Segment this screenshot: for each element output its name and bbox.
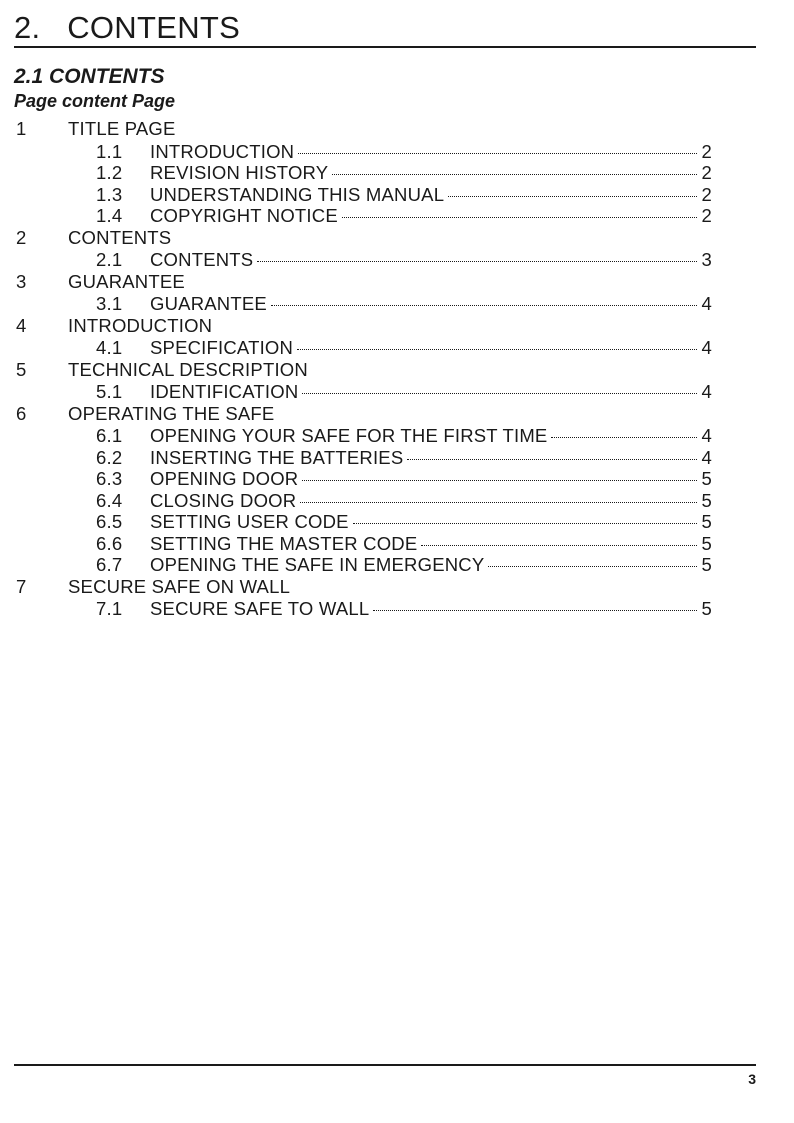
dot-leader <box>302 480 697 481</box>
toc-entry-number: 1.1 <box>96 140 123 162</box>
toc-chapter-title: INTRODUCTION <box>68 314 213 336</box>
toc-chapter-title: TITLE PAGE <box>68 118 176 139</box>
toc-entry <box>16 490 712 512</box>
dot-leader <box>298 153 697 154</box>
toc-chapter <box>16 576 712 599</box>
dot-leader <box>421 545 697 546</box>
toc-entry-number: 6.4 <box>96 489 123 511</box>
toc-entry <box>16 337 712 359</box>
dot-leader <box>257 261 697 262</box>
toc-entry-page: 4 <box>701 337 712 358</box>
page-number: 3 <box>748 1071 756 1087</box>
dot-leader <box>353 523 697 524</box>
toc-entry <box>16 249 712 271</box>
dot-leader <box>448 196 697 197</box>
toc-entry <box>16 511 712 533</box>
toc-entry-page: 5 <box>701 489 712 511</box>
toc-entry <box>16 425 712 447</box>
dot-leader <box>373 610 697 611</box>
toc-entry-line <box>150 554 712 575</box>
toc-entry-line <box>150 468 712 489</box>
toc-chapter-number: 2 <box>16 226 27 248</box>
toc-entry-line <box>150 598 712 619</box>
toc-entry-title: OPENING DOOR <box>150 468 299 489</box>
toc-entry-line <box>150 425 712 446</box>
dot-leader <box>271 305 697 306</box>
toc-entry-page: 4 <box>701 446 712 468</box>
toc-entry-page: 2 <box>701 140 712 162</box>
toc-chapter-title: TECHNICAL DESCRIPTION <box>68 358 308 380</box>
toc-entry-title: OPENING YOUR SAFE FOR THE FIRST TIME <box>150 425 548 446</box>
toc-entry-number: 6.6 <box>96 532 123 554</box>
toc-chapter <box>16 271 712 294</box>
toc-entry-page: 4 <box>701 293 712 314</box>
toc-entry-page: 3 <box>701 249 712 270</box>
toc-entry-number: 2.1 <box>96 249 123 270</box>
toc-entry-title: SETTING USER CODE <box>150 511 349 532</box>
dot-leader <box>300 502 697 503</box>
dot-leader <box>332 174 697 175</box>
toc-entry-number: 6.7 <box>96 554 123 575</box>
toc-entry-page: 5 <box>701 511 712 532</box>
toc-entry-title: COPYRIGHT NOTICE <box>150 205 338 226</box>
toc-chapter <box>16 118 712 141</box>
toc-entry-line <box>150 141 712 162</box>
toc-entry-line <box>150 533 712 554</box>
toc-entry <box>16 554 712 576</box>
toc-chapter <box>16 315 712 338</box>
toc-entry <box>16 141 712 163</box>
toc-entry-line <box>150 511 712 532</box>
toc-chapter-title: SECURE SAFE ON WALL <box>68 575 291 597</box>
toc-chapter-title: CONTENTS <box>68 226 172 248</box>
toc-entry-line <box>150 490 712 511</box>
toc-entry-number: 6.2 <box>96 446 123 468</box>
toc-entry <box>16 184 712 206</box>
toc-entry-number: 4.1 <box>96 337 123 358</box>
toc-entry-number: 3.1 <box>96 293 123 314</box>
toc-entry-number: 6.3 <box>96 468 123 489</box>
toc-entry <box>16 468 712 490</box>
toc-entry-title: CLOSING DOOR <box>150 489 297 511</box>
toc-entry <box>16 533 712 555</box>
toc-entry-line <box>150 337 712 358</box>
toc-entry <box>16 381 712 403</box>
dot-leader <box>488 566 697 567</box>
toc-entry-page: 4 <box>701 381 712 402</box>
toc-entry-number: 6.5 <box>96 511 123 532</box>
toc-entry <box>16 598 712 620</box>
toc-entry <box>16 205 712 227</box>
toc-chapter-title: OPERATING THE SAFE <box>68 402 275 424</box>
toc-entry-number: 1.3 <box>96 183 123 205</box>
toc-entry-title: REVISION HISTORY <box>150 162 329 183</box>
toc-entry-line <box>150 381 712 402</box>
toc-chapter-number: 1 <box>16 118 27 139</box>
toc-entry-title: UNDERSTANDING THIS MANUAL <box>150 183 445 205</box>
toc-entry-number: 5.1 <box>96 381 123 402</box>
toc-chapter-number: 5 <box>16 358 27 380</box>
toc-chapter-number: 7 <box>16 575 27 597</box>
toc-entry-title: INTRODUCTION <box>150 140 295 162</box>
footer-rule <box>14 1064 756 1066</box>
toc-entry-page: 5 <box>701 532 712 554</box>
toc-entry-title: GUARANTEE <box>150 293 267 314</box>
dot-leader <box>407 459 697 460</box>
toc-entry-page: 2 <box>701 162 712 183</box>
toc-entry-title: IDENTIFICATION <box>150 381 299 402</box>
toc-entry-title: SECURE SAFE TO WALL <box>150 598 370 619</box>
toc-entry-line <box>150 293 712 314</box>
table-of-contents <box>16 118 712 620</box>
toc-entry-page: 2 <box>701 183 712 205</box>
toc-entry-number: 7.1 <box>96 598 123 619</box>
toc-entry-line <box>150 447 712 468</box>
toc-entry-number: 1.2 <box>96 162 123 183</box>
toc-entry-page: 5 <box>701 468 712 489</box>
toc-entry-title: CONTENTS <box>150 249 254 270</box>
toc-entry-title: OPENING THE SAFE IN EMERGENCY <box>150 554 485 575</box>
toc-entry-page: 2 <box>701 205 712 226</box>
toc-chapter-number: 4 <box>16 314 27 336</box>
toc-entry-title: SETTING THE MASTER CODE <box>150 532 418 554</box>
dot-leader <box>302 393 697 394</box>
page-header <box>14 8 756 48</box>
column-heading: Page content Page <box>14 91 176 111</box>
toc-entry-page: 4 <box>701 425 712 446</box>
toc-chapter <box>16 227 712 250</box>
chapter-title: 2. CONTENTS <box>14 10 241 45</box>
toc-entry-number: 6.1 <box>96 425 123 446</box>
toc-entry-page: 5 <box>701 598 712 619</box>
toc-chapter-number: 3 <box>16 270 27 292</box>
toc-entry <box>16 162 712 184</box>
toc-entry-line <box>150 162 712 183</box>
toc-entry-line <box>150 249 712 270</box>
dot-leader <box>342 217 697 218</box>
toc-entry-line <box>150 184 712 205</box>
dot-leader <box>551 437 697 438</box>
toc-entry-title: SPECIFICATION <box>150 337 294 358</box>
toc-entry <box>16 293 712 315</box>
toc-chapter <box>16 359 712 382</box>
toc-chapter-title: GUARANTEE <box>68 270 185 292</box>
toc-entry <box>16 447 712 469</box>
toc-entry-line <box>150 205 712 226</box>
dot-leader <box>297 349 697 350</box>
toc-chapter <box>16 403 712 426</box>
toc-entry-page: 5 <box>701 554 712 575</box>
toc-entry-title: INSERTING THE BATTERIES <box>150 446 404 468</box>
section-title: 2.1 CONTENTS <box>14 65 165 88</box>
toc-chapter-number: 6 <box>16 402 27 424</box>
toc-entry-number: 1.4 <box>96 205 123 226</box>
